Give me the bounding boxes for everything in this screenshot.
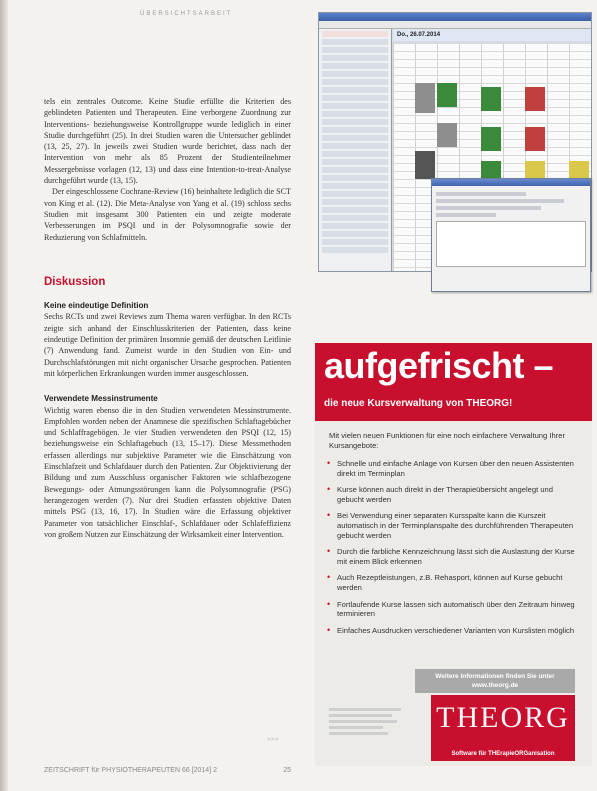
ad-feature-list xyxy=(327,459,582,642)
section-heading-discussion: Diskussion xyxy=(44,275,106,288)
dialog-titlebar xyxy=(432,179,590,186)
calendar-appointment xyxy=(437,123,457,147)
sidebar-row xyxy=(322,247,388,253)
sidebar-row xyxy=(322,191,388,197)
dialog-field xyxy=(436,206,541,210)
calendar-date: Do., 26.07.2014 xyxy=(393,29,591,41)
page-number: 25 xyxy=(283,767,291,774)
bullet-icon: • xyxy=(327,510,331,521)
ad-body xyxy=(315,421,592,766)
ad-feature-text: Auch Rezeptleistungen, z.B. Rehasport, können auf Kurse gebucht werden xyxy=(337,573,563,592)
dialog-field xyxy=(436,199,564,203)
article-column xyxy=(44,96,291,540)
ad-banner xyxy=(315,343,592,421)
ad-feature-item xyxy=(327,511,582,540)
calendar-appointment xyxy=(481,161,501,179)
calendar-appointment xyxy=(415,83,435,113)
sidebar-row xyxy=(322,119,388,125)
sidebar-row xyxy=(322,103,388,109)
ad-feature-text: Einfaches Ausdrucken verschiedener Varianten von Kurslisten möglich xyxy=(337,625,575,635)
ad-headline: aufgefrischt – xyxy=(324,345,554,386)
ad-info-link: Weitere Informationen finden Sie unter www.theorg.de xyxy=(415,669,575,693)
sidebar-row xyxy=(322,183,388,189)
sidebar-row xyxy=(322,71,388,77)
address-line xyxy=(329,732,388,735)
sidebar-row xyxy=(322,95,388,101)
dialog-list xyxy=(436,221,586,267)
running-head: ÜBERSICHTSARBEIT xyxy=(140,11,233,17)
article-paragraph: tels ein zentrales Outcome. Keine Studie erfüllte die Kriterien des geblindeten Patienten und Therapeuten. Eine verborgene Zuordnung zur Interventions- beziehungsweise Kontrollgruppe wurde lediglich in einer Studie durchgeführt (25). In drei Studien waren die Untersucher geblindet (13, 25, 27). In jeweils zwei Studien wurde berichtet, dass nach der Intervention von mehr als 85 Prozent der Studienteilnehmer Messergebnisse vorlagen (12, 13) und dass eine Intention-to-treat-Analyse durchgeführt wurde (13, 15). xyxy=(44,97,291,186)
calendar-appointment xyxy=(415,151,435,179)
calendar-appointment xyxy=(525,87,545,111)
ad-feature-text: Bei Verwendung einer separaten Kursspalte kann die Kurszeit automatisch in der Terminplanspalte des durchführenden Therapeuten gebucht werden xyxy=(337,511,574,540)
page-gutter xyxy=(0,0,8,791)
sidebar-row xyxy=(322,143,388,149)
subheading-instruments: Verwendete Messinstrumente xyxy=(44,394,158,404)
sidebar-row xyxy=(322,63,388,69)
sidebar-row xyxy=(322,239,388,245)
sidebar-row xyxy=(322,207,388,213)
screenshot-titlebar xyxy=(319,13,591,21)
ad-feature-text: Fortlaufende Kurse lassen sich automatisch über den Zeitraum hinweg terminieren xyxy=(337,599,575,619)
ad-feature-text: Schnelle und einfache Anlage von Kursen über den neuen Assistenten direkt im Terminplan xyxy=(337,459,574,478)
sidebar-row xyxy=(322,111,388,117)
address-line xyxy=(329,708,401,711)
article-paragraph: Wichtig waren ebenso die in den Studien verwendeten Messinstrumente. Empfohlen worden neben der Anamnese die spezifischen Schlaftagebücher und Schlaffragebögen. Je vier Studien verwendeten den PSQI (12, 15) beziehungsweise ein Schlaftagebuch (13, 15–17). Diese Messmethoden erfassen allerdings nur subjektive Parameter wie die Einschätzung von Einschlafzeit und Schlafdauer durch den Patienten. Zur Objektivierung der Bildung und zum Ausschluss organischer Faktoren wie schlafbezogene Bewegungs- oder Atmungsstörungen kann die Polysomnografie (PSG) herangezogen werden (7). Nur drei Studien erfassten objektive Daten mittels PSG (13, 16, 17). In Studien wäre die Erfassung objektiver Parameter von tatsächlicher Einschlaf-, Schlafdauer oder Schlafeffizienz von großem Nutzen zur Einschätzung der Wirksamkeit einer Intervention. xyxy=(44,405,291,539)
ad-address-block xyxy=(329,705,419,738)
ad-feature-item xyxy=(327,485,582,504)
sidebar-row xyxy=(322,175,388,181)
sidebar-row xyxy=(322,199,388,205)
bullet-icon: • xyxy=(327,598,331,609)
address-line xyxy=(329,720,397,723)
dialog-body xyxy=(436,189,586,287)
calendar-appointment xyxy=(481,127,501,151)
screenshot-menubar xyxy=(319,21,591,29)
calendar-appointment xyxy=(569,161,589,179)
sidebar-row xyxy=(322,55,388,61)
bullet-icon: • xyxy=(327,546,331,557)
ad-intro: Mit vielen neuen Funktionen für eine noch einfachere Verwaltung Ihrer Kursangebote: xyxy=(329,431,565,450)
sidebar-row xyxy=(322,215,388,221)
logo-tagline: Software für THErapieORGanisation xyxy=(451,751,555,757)
calendar-appointment xyxy=(525,127,545,151)
sidebar-row xyxy=(322,127,388,133)
ad-feature-item xyxy=(327,459,582,478)
bullet-icon: • xyxy=(327,484,331,495)
sidebar-row xyxy=(322,31,388,37)
logo-wordmark: THEORG xyxy=(436,701,570,734)
dialog-field xyxy=(436,213,496,217)
ad-feature-text: Durch die farbliche Kennzeichnung lässt sich die Auslastung der Kurse mit einem Blick erkennen xyxy=(337,547,575,566)
subheading-definition: Keine eindeutige Definition xyxy=(44,301,149,311)
sidebar-row xyxy=(322,39,388,45)
article-paragraph: Sechs RCTs und zwei Reviews zum Thema waren verfügbar. In den RCTs zeigte sich anhand der Einschlusskriterien der Patienten, dass keine eindeutige Definition der primären Insomnie gemäß der deutschen Leitlinie (7) Anwendung fand. Zumeist wurde in den Studien von Ein- und Durchschlafstörungen mit nicht organischer Ursache gesprochen. Patienten mit körperlichen Erkrankungen wurden immer ausgeschlossen. xyxy=(44,312,291,378)
sidebar-row xyxy=(322,47,388,53)
sidebar-row xyxy=(322,223,388,229)
address-line xyxy=(329,714,392,717)
ad-feature-item xyxy=(327,626,582,636)
ad-feature-text: Kurse können auch direkt in der Therapieübersicht angelegt und gebucht werden xyxy=(337,485,554,504)
ad-feature-item xyxy=(327,547,582,566)
dialog-field xyxy=(436,192,526,196)
journal-name: ZEITSCHRIFT für PHYSIOTHERAPEUTEN 66 [2014] 2 xyxy=(44,767,217,774)
theorg-logo xyxy=(431,695,575,761)
article-paragraph: Der eingeschlossene Cochrane-Review (16) beinhaltete lediglich die SCT von King et al. (12). Die Meta-Analyse von Yang et al. (19) schloss sechs Studien mit insgesamt 300 Patienten ein und zeigte moderate Verbesserungen im PSQI und in der Polysomnografie sowie der Reduzierung von Schlafmitteln. xyxy=(44,187,291,242)
page-footer xyxy=(44,767,291,774)
bullet-icon: • xyxy=(327,624,331,635)
calendar-appointment xyxy=(525,161,545,179)
ad-feature-item xyxy=(327,600,582,619)
sidebar-row xyxy=(322,159,388,165)
sidebar-row xyxy=(322,231,388,237)
sidebar-row xyxy=(322,79,388,85)
bullet-icon: • xyxy=(327,458,331,468)
course-dialog xyxy=(431,178,591,292)
ad-subline: die neue Kursverwaltung von THEORG! xyxy=(324,398,513,409)
sidebar-row xyxy=(322,87,388,93)
address-line xyxy=(329,726,383,729)
calendar-appointment xyxy=(437,83,457,107)
sidebar-row xyxy=(322,167,388,173)
ad-feature-item xyxy=(327,573,582,592)
sidebar-row xyxy=(322,151,388,157)
sidebar-row xyxy=(322,135,388,141)
bullet-icon: • xyxy=(327,572,331,583)
continued-marker: »»» xyxy=(267,736,279,743)
calendar-appointment xyxy=(481,87,501,111)
screenshot-sidebar xyxy=(319,29,392,271)
